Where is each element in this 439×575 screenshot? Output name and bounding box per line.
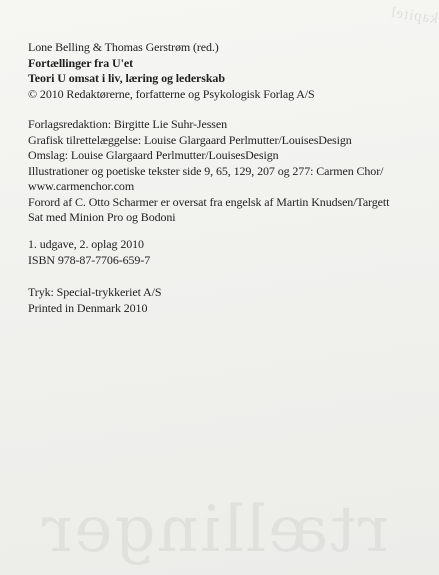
editor-line: Forlagsredaktion: Birgitte Lie Suhr-Jessen (28, 117, 227, 131)
illustrator-website-line: www.carmenchor.com (28, 179, 135, 193)
book-credits (28, 40, 424, 102)
typeset-line: Sat med Minion Pro og Bodoni (28, 210, 176, 224)
copyright-line: © 2010 Redaktørerne, forfatterne og Psykologisk Forlag A/S (28, 86, 315, 101)
authors-line: Lone Belling & Thomas Gerstrøm (red.) (28, 40, 219, 54)
bleed-through-text-bottom: rtællinger (40, 493, 389, 567)
cover-line: Omslag: Louise Glargaard Perlmutter/LouisesDesign (28, 148, 279, 162)
design-line: Grafisk tilrettelæggelse: Louise Glargaard Perlmutter/LouisesDesign (28, 132, 352, 147)
printer-line: Tryk: Special-trykkeriet A/S (28, 285, 162, 299)
book-title: Fortællinger fra U'et (28, 55, 133, 70)
illustrations-line: Illustrationer og poetiske tekster side 9, 65, 129, 207 og 277: Carmen Chor/ (28, 163, 384, 178)
foreword-translation-line: Forord af C. Otto Scharmer er oversat fra engelsk af Martin Knudsen/Targett (28, 194, 390, 209)
edition-info (28, 237, 424, 268)
printed-in-line: Printed in Denmark 2010 (28, 300, 148, 315)
production-credits (28, 117, 424, 226)
bleed-through-text-top: kapitel (389, 4, 439, 28)
print-info (28, 285, 424, 316)
book-subtitle: Teori U omsat i liv, læring og lederskab (28, 71, 225, 85)
isbn-line: ISBN 978-87-7706-659-7 (28, 252, 151, 267)
edition-line: 1. udgave, 2. oplag 2010 (28, 237, 144, 251)
